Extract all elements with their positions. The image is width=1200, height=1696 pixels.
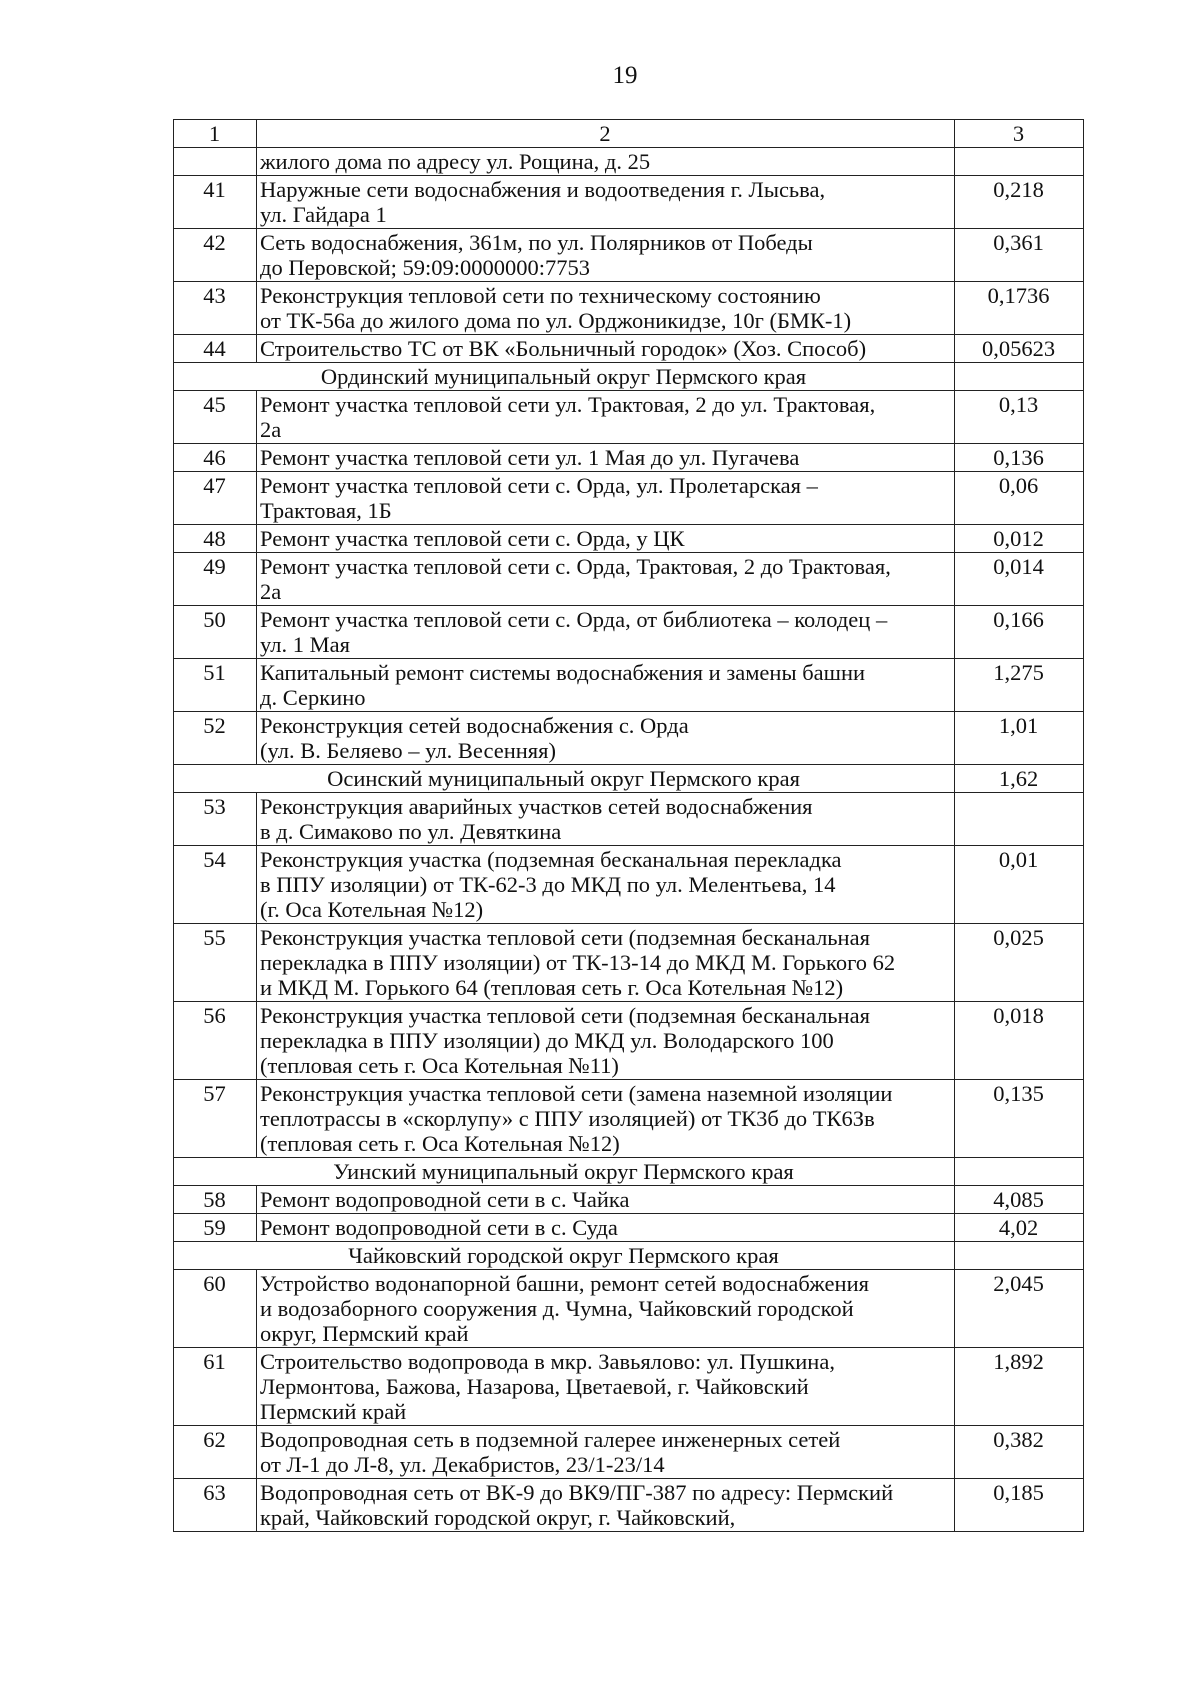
row-number: 41 — [174, 176, 257, 229]
table-row — [174, 229, 1084, 282]
row-number: 62 — [174, 1426, 257, 1479]
table-row — [174, 606, 1084, 659]
section-row — [174, 363, 1084, 391]
description-line: Строительство ТС от ВК «Больничный городок» (Хоз. Способ) — [260, 336, 867, 361]
row-value: 1,275 — [955, 659, 1084, 712]
row-value: 4,085 — [955, 1186, 1084, 1214]
row-number: 50 — [174, 606, 257, 659]
description-line: Ремонт участка тепловой сети с. Орда, Трактовая, 2 до Трактовая, — [260, 554, 891, 579]
row-number: 47 — [174, 472, 257, 525]
description-line: Реконструкция участка (подземная бесканальная перекладка — [260, 847, 842, 872]
description-line: Реконструкция участка тепловой сети (подземная бесканальная — [260, 1003, 870, 1028]
row-number: 43 — [174, 282, 257, 335]
row-number: 53 — [174, 793, 257, 846]
description-line: Водопроводная сеть в подземной галерее инженерных сетей — [260, 1427, 841, 1452]
row-description — [257, 525, 955, 553]
table-row — [174, 1002, 1084, 1080]
table-row — [174, 846, 1084, 924]
row-value: 1,01 — [955, 712, 1084, 765]
table-row — [174, 391, 1084, 444]
table-row — [174, 335, 1084, 363]
row-number: 56 — [174, 1002, 257, 1080]
section-title: Уинский муниципальный округ Пермского края — [174, 1158, 955, 1186]
row-number: 58 — [174, 1186, 257, 1214]
description-line: Ремонт водопроводной сети в с. Чайка — [260, 1187, 630, 1212]
row-value: 0,05623 — [955, 335, 1084, 363]
row-value: 0,166 — [955, 606, 1084, 659]
row-value — [955, 793, 1084, 846]
description-line: Наружные сети водоснабжения и водоотведения г. Лысьва, — [260, 177, 826, 202]
row-number: 57 — [174, 1080, 257, 1158]
description-line: Устройство водонапорной башни, ремонт сетей водоснабжения — [260, 1271, 869, 1296]
description-line: Сеть водоснабжения, 361м, по ул. Полярников от Победы — [260, 230, 813, 255]
row-description — [257, 659, 955, 712]
column-header-2: 2 — [257, 120, 955, 148]
table-row — [174, 282, 1084, 335]
row-value: 0,382 — [955, 1426, 1084, 1479]
table-row — [174, 525, 1084, 553]
table-row — [174, 553, 1084, 606]
row-description — [257, 391, 955, 444]
section-row — [174, 1242, 1084, 1270]
description-line: Реконструкция участка тепловой сети (замена наземной изоляции — [260, 1081, 893, 1106]
row-number: 46 — [174, 444, 257, 472]
row-description — [257, 282, 955, 335]
section-value — [955, 1158, 1084, 1186]
description-line: (тепловая сеть г. Оса Котельная №12) — [260, 1131, 620, 1156]
description-line: Трактовая, 1Б — [260, 498, 392, 523]
row-description — [257, 176, 955, 229]
row-number: 52 — [174, 712, 257, 765]
row-value: 1,892 — [955, 1348, 1084, 1426]
section-row — [174, 1158, 1084, 1186]
description-line: ул. Гайдара 1 — [260, 202, 387, 227]
row-description — [257, 1426, 955, 1479]
description-line: Реконструкция аварийных участков сетей водоснабжения — [260, 794, 813, 819]
column-header-1: 1 — [174, 120, 257, 148]
row-value: 0,13 — [955, 391, 1084, 444]
row-value: 0,01 — [955, 846, 1084, 924]
row-value: 4,02 — [955, 1214, 1084, 1242]
description-line: перекладка в ППУ изоляции) до МКД ул. Володарского 100 — [260, 1028, 834, 1053]
description-line: в ППУ изоляции) от ТК-62-3 до МКД по ул. Мелентьева, 14 — [260, 872, 836, 897]
table-row — [174, 1186, 1084, 1214]
row-description — [257, 1186, 955, 1214]
table-row — [174, 659, 1084, 712]
section-value: 1,62 — [955, 765, 1084, 793]
description-line: (тепловая сеть г. Оса Котельная №11) — [260, 1053, 619, 1078]
description-line: Ремонт участка тепловой сети с. Орда, ул. Пролетарская – — [260, 473, 818, 498]
table-row — [174, 924, 1084, 1002]
row-description — [257, 712, 955, 765]
row-value: 0,014 — [955, 553, 1084, 606]
description-line: 2а — [260, 579, 282, 604]
row-description — [257, 846, 955, 924]
table-row — [174, 1348, 1084, 1426]
description-line: Капитальный ремонт системы водоснабжения и замены башни — [260, 660, 866, 685]
section-value — [955, 363, 1084, 391]
row-number: 55 — [174, 924, 257, 1002]
table-row — [174, 148, 1084, 176]
row-number: 49 — [174, 553, 257, 606]
table-header-row — [174, 120, 1084, 148]
description-line: Ремонт участка тепловой сети с. Орда, у ЦК — [260, 526, 685, 551]
description-line: 2а — [260, 417, 282, 442]
row-value: 0,218 — [955, 176, 1084, 229]
row-value: 0,06 — [955, 472, 1084, 525]
description-line: в д. Симаково по ул. Девяткина — [260, 819, 562, 844]
table-row — [174, 1080, 1084, 1158]
table-row — [174, 1426, 1084, 1479]
row-number: 60 — [174, 1270, 257, 1348]
description-line: край, Чайковский городской округ, г. Чайковский, — [260, 1505, 736, 1530]
row-number: 59 — [174, 1214, 257, 1242]
row-value: 0,1736 — [955, 282, 1084, 335]
row-value: 0,361 — [955, 229, 1084, 282]
row-description — [257, 1479, 955, 1532]
description-line: ул. 1 Мая — [260, 632, 350, 657]
description-line: теплотрассы в «скорлупу» с ППУ изоляцией) от ТК3б до ТК6Зв — [260, 1106, 875, 1131]
row-number: 51 — [174, 659, 257, 712]
row-description — [257, 1002, 955, 1080]
row-value: 0,136 — [955, 444, 1084, 472]
description-line: Реконструкция участка тепловой сети (подземная бесканальная — [260, 925, 870, 950]
row-value: 0,185 — [955, 1479, 1084, 1532]
table-row — [174, 444, 1084, 472]
row-description — [257, 1348, 955, 1426]
description-line: жилого дома по адресу ул. Рощина, д. 25 — [260, 149, 651, 174]
row-description — [257, 148, 955, 176]
description-line: и водозаборного сооружения д. Чумна, Чайковский городской — [260, 1296, 854, 1321]
row-value: 0,025 — [955, 924, 1084, 1002]
row-value: 0,018 — [955, 1002, 1084, 1080]
description-line: от ТК-56а до жилого дома по ул. Орджоникидзе, 10г (БМК-1) — [260, 308, 852, 333]
row-description — [257, 606, 955, 659]
table-row — [174, 1214, 1084, 1242]
row-number: 48 — [174, 525, 257, 553]
row-description — [257, 335, 955, 363]
description-line: Пермский край — [260, 1399, 407, 1424]
description-line: Лермонтова, Бажова, Назарова, Цветаевой, г. Чайковский — [260, 1374, 809, 1399]
description-line: перекладка в ППУ изоляции) от ТК-13-14 до МКД М. Горького 62 — [260, 950, 896, 975]
description-line: Реконструкция сетей водоснабжения с. Орда — [260, 713, 689, 738]
page-number: 19 — [612, 62, 638, 89]
table-row — [174, 176, 1084, 229]
description-line: округ, Пермский край — [260, 1321, 469, 1346]
section-title: Осинский муниципальный округ Пермского края — [174, 765, 955, 793]
row-description — [257, 924, 955, 1002]
row-description — [257, 1270, 955, 1348]
row-number — [174, 148, 257, 176]
row-description — [257, 229, 955, 282]
row-value — [955, 148, 1084, 176]
description-line: и МКД М. Горького 64 (тепловая сеть г. Оса Котельная №12) — [260, 975, 844, 1000]
description-line: Реконструкция тепловой сети по техническому состоянию — [260, 283, 821, 308]
description-line: Ремонт участка тепловой сети ул. 1 Мая до ул. Пугачева — [260, 445, 800, 470]
row-value: 0,012 — [955, 525, 1084, 553]
table-row — [174, 793, 1084, 846]
row-description — [257, 793, 955, 846]
row-description — [257, 472, 955, 525]
row-number: 44 — [174, 335, 257, 363]
description-line: Водопроводная сеть от ВК-9 до ВК9/ПГ-387 по адресу: Пермский — [260, 1480, 894, 1505]
description-line: Строительство водопровода в мкр. Завьялово: ул. Пушкина, — [260, 1349, 835, 1374]
row-description — [257, 1080, 955, 1158]
description-line: (г. Оса Котельная №12) — [260, 897, 484, 922]
row-description — [257, 1214, 955, 1242]
row-description — [257, 444, 955, 472]
table-row — [174, 1270, 1084, 1348]
section-title: Чайковский городской округ Пермского края — [174, 1242, 955, 1270]
description-line: Ремонт участка тепловой сети ул. Трактовая, 2 до ул. Трактовая, — [260, 392, 876, 417]
row-value: 0,135 — [955, 1080, 1084, 1158]
row-value: 2,045 — [955, 1270, 1084, 1348]
section-title: Ординский муниципальный округ Пермского края — [174, 363, 955, 391]
description-line: Ремонт водопроводной сети в с. Суда — [260, 1215, 618, 1240]
description-line: от Л-1 до Л-8, ул. Декабристов, 23/1-23/14 — [260, 1452, 665, 1477]
section-row — [174, 765, 1084, 793]
column-header-3: 3 — [955, 120, 1084, 148]
row-number: 63 — [174, 1479, 257, 1532]
description-line: до Перовской; 59:09:0000000:7753 — [260, 255, 590, 280]
row-number: 61 — [174, 1348, 257, 1426]
row-number: 54 — [174, 846, 257, 924]
table-row — [174, 712, 1084, 765]
row-description — [257, 553, 955, 606]
row-number: 42 — [174, 229, 257, 282]
table-row — [174, 472, 1084, 525]
table-body — [174, 120, 1084, 1532]
description-line: Ремонт участка тепловой сети с. Орда, от библиотека – колодец – — [260, 607, 888, 632]
section-value — [955, 1242, 1084, 1270]
table-row — [174, 1479, 1084, 1532]
row-number: 45 — [174, 391, 257, 444]
description-line: д. Серкино — [260, 685, 366, 710]
description-line: (ул. В. Беляево – ул. Весенняя) — [260, 738, 556, 763]
projects-table — [173, 119, 1084, 1532]
